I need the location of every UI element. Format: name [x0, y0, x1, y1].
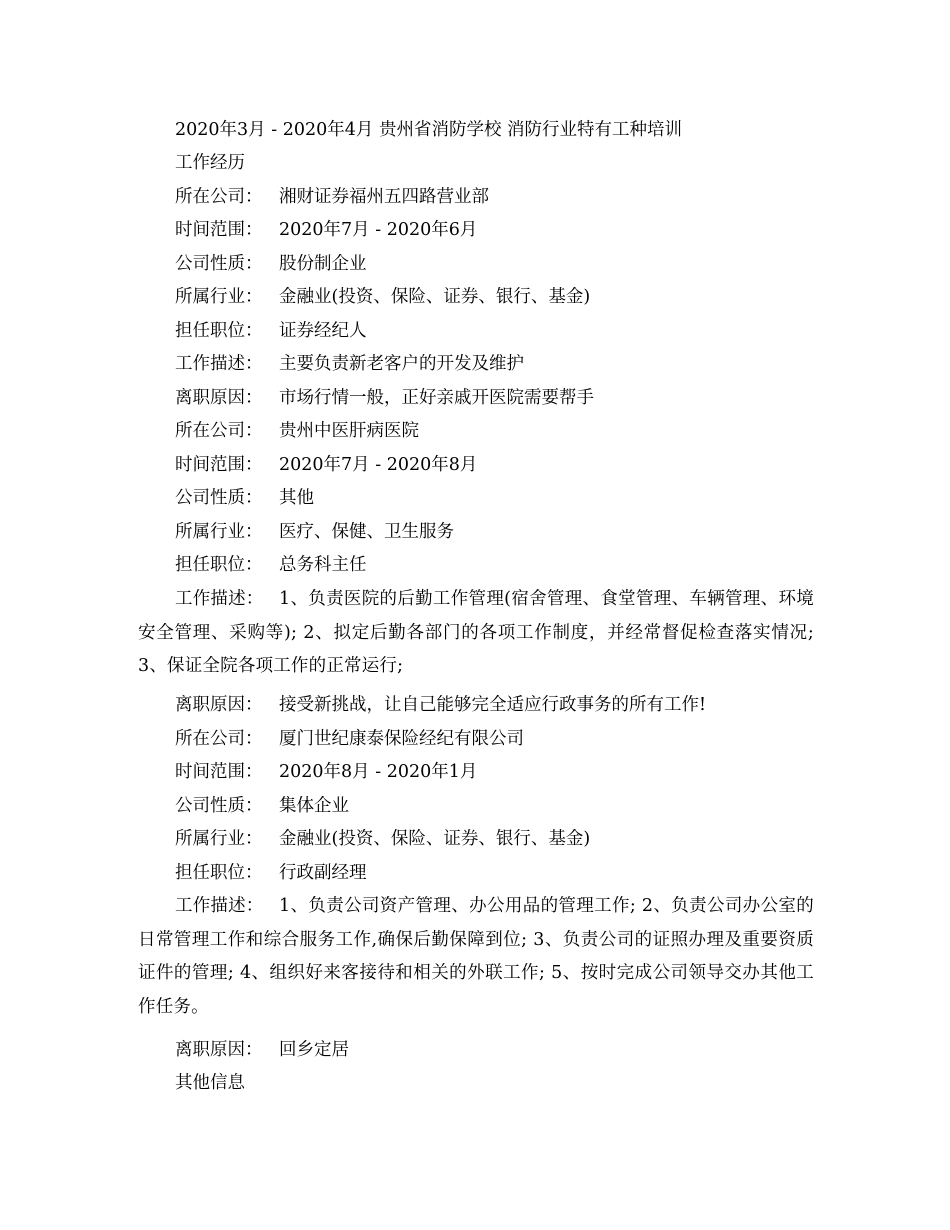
job2-nature-row: [138, 482, 818, 516]
job3-description-paragraph: [138, 890, 814, 1024]
training-line: 2020年3月 - 2020年4月 贵州省消防学校 消防行业特有工种培训: [175, 120, 683, 140]
job1-period-row: [138, 214, 818, 248]
industry-label: 所属行业：: [175, 829, 263, 849]
job3-reason-row: [138, 1034, 818, 1068]
job2-nature: 其他: [279, 488, 314, 508]
job2-description: 1、负责医院的后勤工作管理(宿舍管理、食堂管理、车辆管理、环境安全管理、采购等); 2、拟定后勤各部门的各项工作制度，并经常督促检查落实情况; 3、保证全院各项工作的正常运行;: [138, 589, 814, 676]
job1-reason-row: [138, 382, 818, 416]
description-label: 工作描述：: [175, 354, 263, 374]
job1-industry-row: [138, 281, 818, 315]
period-label: 时间范围：: [175, 455, 263, 475]
industry-label: 所属行业：: [175, 287, 263, 307]
job3-position-row: [138, 857, 818, 891]
job3-description: 1、负责公司资产管理、办公用品的管理工作; 2、负责公司办公室的日常管理工作和综合服务工作,确保后勤保障到位; 3、负责公司的证照办理及重要资质证件的管理; 4、组织好来客接待和相关的外联工作; 5、按时完成公司领导交办其他工作任务。: [138, 896, 814, 1017]
reason-label: 离职原因：: [175, 1040, 263, 1060]
job3-company: 厦门世纪康泰保险经纪有限公司: [279, 729, 524, 749]
work-experience-heading: 工作经历: [175, 153, 245, 173]
job3-company-row: [138, 723, 818, 757]
job2-position-row: [138, 549, 818, 583]
nature-label: 公司性质：: [175, 254, 263, 274]
job1-description-row: [138, 348, 818, 382]
job3-nature-row: [138, 790, 818, 824]
position-label: 担任职位：: [175, 863, 263, 883]
job2-industry-row: [138, 516, 818, 550]
reason-label: 离职原因：: [175, 695, 263, 715]
job1-description: 主要负责新老客户的开发及维护: [279, 354, 524, 374]
job3-industry: 金融业(投资、保险、证券、银行、基金): [279, 829, 591, 849]
job1-company: 湘财证券福州五四路营业部: [279, 187, 489, 207]
job3-period-row: [138, 756, 818, 790]
job1-reason: 市场行情一般，正好亲戚开医院需要帮手: [279, 388, 594, 408]
job2-period-row: [138, 449, 818, 483]
company-label: 所在公司：: [175, 729, 263, 749]
job3-industry-row: [138, 823, 818, 857]
company-label: 所在公司：: [175, 421, 263, 441]
job2-industry: 医疗、保健、卫生服务: [279, 522, 454, 542]
job1-industry: 金融业(投资、保险、证券、银行、基金): [279, 287, 591, 307]
job3-reason: 回乡定居: [279, 1040, 349, 1060]
job2-reason-row: [138, 689, 818, 723]
reason-label: 离职原因：: [175, 388, 263, 408]
nature-label: 公司性质：: [175, 488, 263, 508]
job2-reason: 接受新挑战，让自己能够完全适应行政事务的所有工作!: [279, 695, 707, 715]
job2-company: 贵州中医肝病医院: [279, 421, 419, 441]
position-label: 担任职位：: [175, 321, 263, 341]
period-label: 时间范围：: [175, 762, 263, 782]
description-label: 工作描述：: [175, 896, 264, 916]
other-info-heading: 其他信息: [175, 1073, 245, 1093]
description-label: 工作描述：: [175, 589, 264, 609]
period-label: 时间范围：: [175, 220, 263, 240]
job3-period: 2020年8月 - 2020年1月: [279, 762, 478, 782]
nature-label: 公司性质：: [175, 796, 263, 816]
job1-position: 证券经纪人: [279, 321, 367, 341]
job2-description-paragraph: [138, 583, 814, 684]
job3-position: 行政副经理: [279, 863, 367, 883]
job2-position: 总务科主任: [279, 555, 367, 575]
position-label: 担任职位：: [175, 555, 263, 575]
industry-label: 所属行业：: [175, 522, 263, 542]
job1-nature-row: [138, 248, 818, 282]
job1-period: 2020年7月 - 2020年6月: [279, 220, 478, 240]
job1-nature: 股份制企业: [279, 254, 367, 274]
company-label: 所在公司：: [175, 187, 263, 207]
job1-company-row: [138, 181, 818, 215]
job2-period: 2020年7月 - 2020年8月: [279, 455, 478, 475]
job1-position-row: [138, 315, 818, 349]
job2-company-row: [138, 415, 818, 449]
job3-nature: 集体企业: [279, 796, 349, 816]
